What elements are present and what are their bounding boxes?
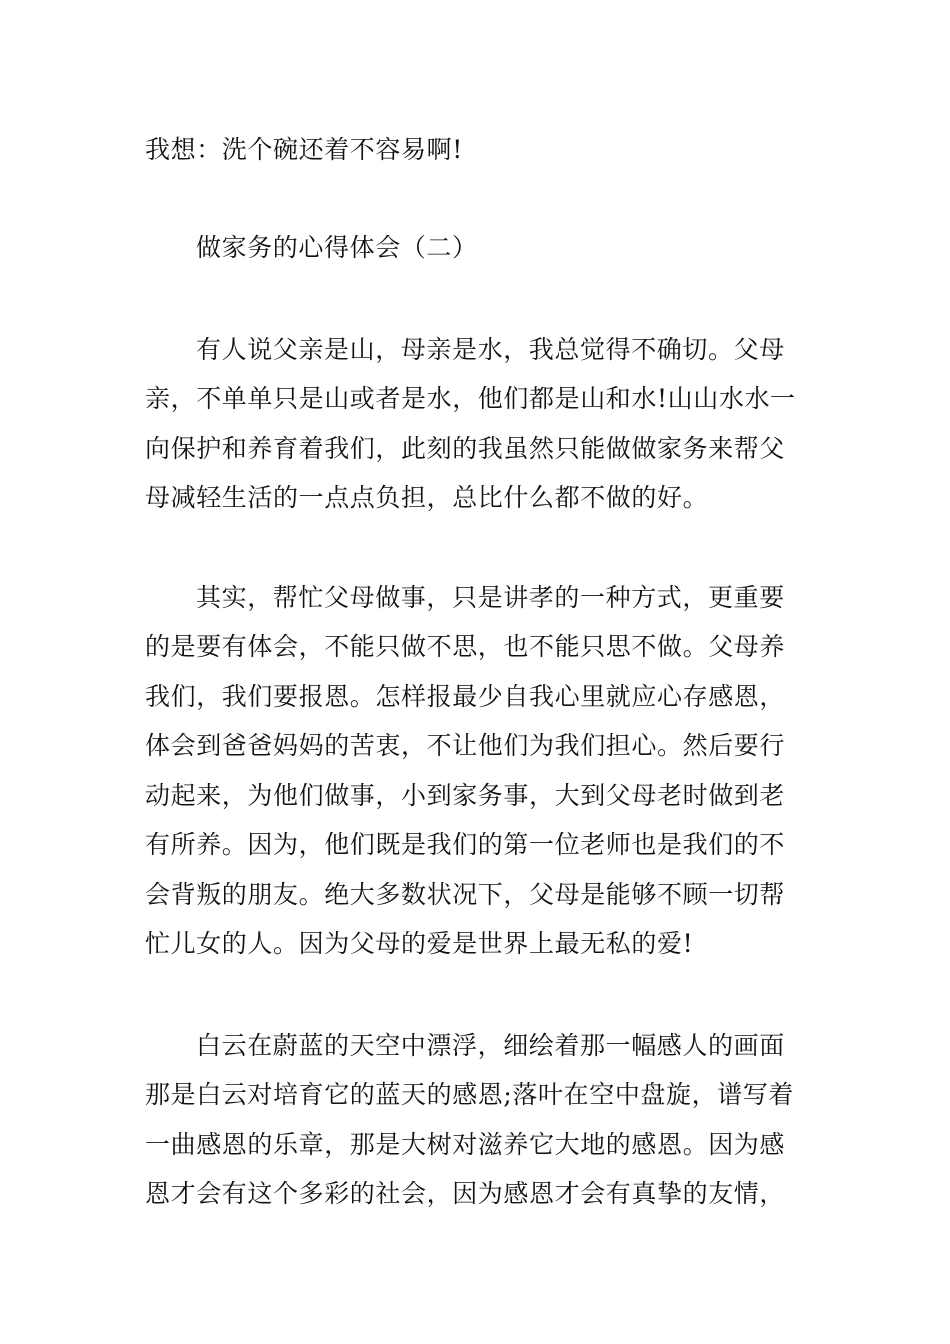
text-line: 我想：洗个碗还着不容易啊!	[145, 135, 463, 164]
paragraph-line: 有所养。因为，他们既是我们的第一位老师也是我们的不	[145, 830, 786, 859]
paragraph-line: 会背叛的朋友。绝大多数状况下，父母是能够不顾一切帮	[145, 880, 786, 909]
paragraph-line: 恩才会有这个多彩的社会，因为感恩才会有真挚的友情，	[145, 1179, 786, 1208]
paragraph-line: 白云在蔚蓝的天空中漂浮，细绘着那一幅感人的画面	[196, 1031, 785, 1060]
paragraph-line: 亲，不单单只是山或者是水，他们都是山和水!山山水水一	[145, 384, 796, 413]
paragraph-line: 忙儿女的人。因为父母的爱是世界上最无私的爱!	[145, 929, 694, 958]
paragraph-line: 有人说父亲是山，母亲是水，我总觉得不确切。父母	[196, 335, 785, 364]
paragraph-line: 那是白云对培育它的蓝天的感恩;落叶在空中盘旋，谱写着	[145, 1080, 795, 1109]
paragraph-line: 一曲感恩的乐章，那是大树对滋养它大地的感恩。因为感	[145, 1130, 786, 1159]
paragraph-line: 动起来，为他们做事，小到家务事，大到父母老时做到老	[145, 781, 786, 810]
section-heading: 做家务的心得体会（二）	[196, 233, 478, 262]
paragraph-line: 我们，我们要报恩。怎样报最少自我心里就应心存感恩，	[145, 682, 786, 711]
paragraph-line: 母减轻生活的一点点负担，总比什么都不做的好。	[145, 483, 709, 512]
paragraph-line: 体会到爸爸妈妈的苦衷，不让他们为我们担心。然后要行	[145, 731, 786, 760]
paragraph-line: 的是要有体会，不能只做不思，也不能只思不做。父母养	[145, 632, 786, 661]
paragraph-line: 其实，帮忙父母做事，只是讲孝的一种方式，更重要	[196, 583, 785, 612]
paragraph-line: 向保护和养育着我们，此刻的我虽然只能做做家务来帮父	[145, 434, 786, 463]
